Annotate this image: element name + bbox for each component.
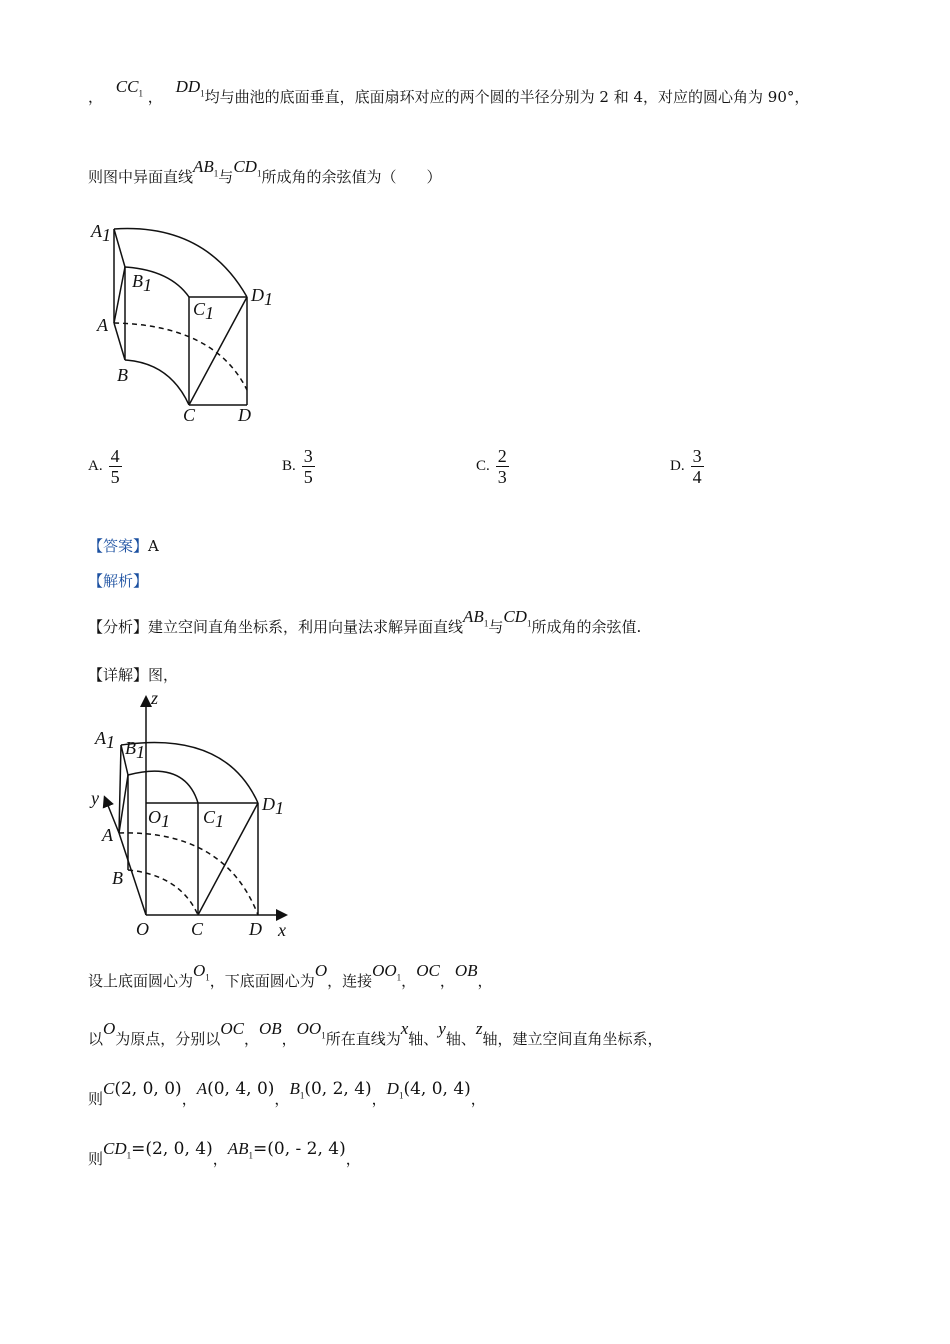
fenxi-line: 【分析】建立空间直角坐标系，利用向量法求解异面直线$AB_1$与$CD_1$所成角的余弦值. [88,607,642,636]
label-a: A [97,315,108,335]
label-d: D [249,919,262,939]
edge-a-b [114,323,125,360]
label-a: A [102,825,113,845]
inner-top-arc [128,771,198,803]
analysis-tag: 【解析】 [88,572,149,590]
answer-line [88,535,159,556]
solution-line-set: 设上底面圆心为$O_1$，下底面圆心为O，连接$OO_1$，OC，OB， [88,961,493,990]
label-c1: C1 [203,807,225,831]
answer-value: A [148,537,159,555]
label-y: y [91,788,99,808]
question-line-1: ， $CC_1$ ， $DD_1$均与曲池的底面垂直，底面扇环对应的两个圆的半径分别为 2 和 4，对应的圆心角为 90°， [88,77,810,106]
label-o1: O1 [148,807,170,831]
edge-a1-b1 [114,229,125,267]
figure-2-coordinate-system [85,690,305,945]
analysis-line [88,570,148,591]
label-o: O [136,919,149,939]
label-a1: A1 [91,221,111,245]
option-a[interactable]: A. $\frac{4}{5}$ [88,446,120,487]
label-b: B [112,868,123,888]
solution-line-origin: 以O为原点，分别以OC，OB，$OO_1$所在直线为x轴、y轴、z轴，建立空间直角坐标系， [88,1019,663,1048]
label-a1: A1 [95,728,115,752]
figure-1-curved-pool [85,215,285,430]
label-b1: B1 [132,271,152,295]
solution-line-vectors: 则$CD_1=(2$, 0, 4)，$AB_1=(0$, - 2, 4)， [88,1139,361,1168]
label-c1: C1 [193,299,215,323]
label-b: B [117,365,128,385]
label-x: x [278,920,286,940]
detail-line: 【详解】图， [88,666,179,684]
outer-bottom-arc-hidden [119,833,258,915]
edge-a-b1 [114,267,125,323]
label-z: z [151,690,159,708]
segment-ab1: $AB_1$ [193,157,219,179]
label-d1: D1 [262,794,284,818]
option-d[interactable]: D. $\frac{3}{4}$ [670,446,702,487]
label-c: C [183,405,196,425]
option-c[interactable]: C. $\frac{2}{3}$ [476,446,507,487]
solution-line-coords: 则C(2, 0, 0)，A(0, 4, 0)，$B_1(0$, 2, 4)，$D_1(4$, 0, 4)， [88,1079,486,1108]
answer-tag: 【答案】 [88,537,149,555]
edge-a-o [119,833,146,915]
label-d: D [238,405,251,425]
segment-cd1: $CD_1$ [233,157,262,179]
label-d1: D1 [251,285,273,309]
question-line-2: 则图中异面直线$AB_1$与$CD_1$所成角的余弦值为（ ） [88,157,442,186]
segment-dd1: $DD_1$ [175,77,205,99]
inner-bottom-arc [125,360,189,405]
option-b[interactable]: B. $\frac{3}{5}$ [282,446,313,487]
label-b1: B1 [125,738,145,762]
label-c: C [191,919,204,939]
segment-cc1: $CC_1$ [115,77,143,99]
